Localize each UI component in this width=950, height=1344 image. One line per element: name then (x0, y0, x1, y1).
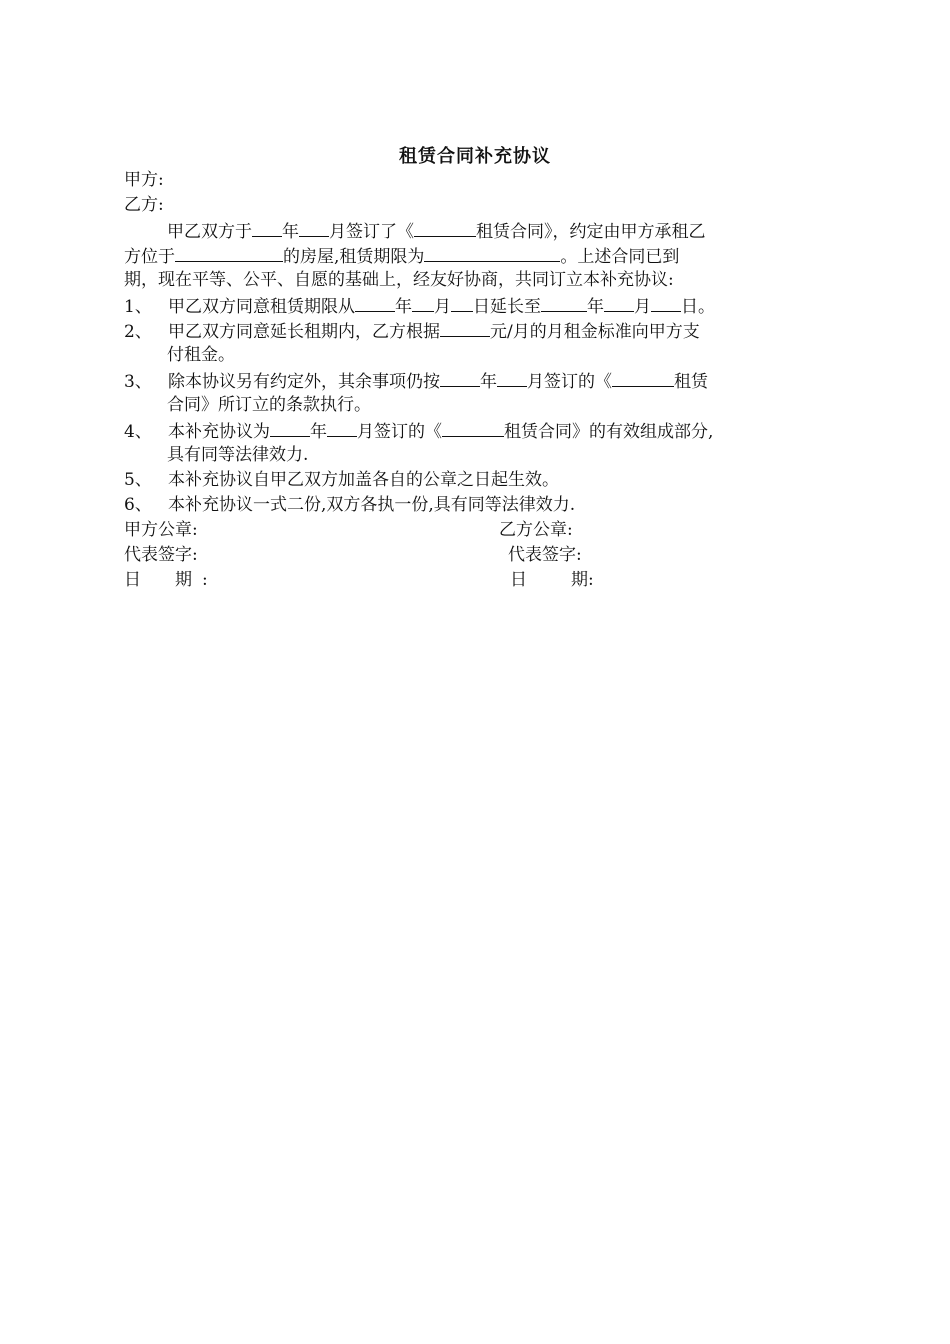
blank-term (424, 243, 560, 262)
clause-3-continued: 合同》所订立的条款执行。 (167, 395, 371, 415)
date-char: 日 (510, 570, 527, 590)
blank-year (541, 293, 587, 312)
clause-text: 甲乙双方同意租赁期限从 (168, 297, 355, 317)
date-colon: : (202, 570, 208, 590)
blank-day (451, 293, 473, 312)
blank-month (604, 293, 634, 312)
preamble-text: 租赁合同》，约定由甲方承租乙 (476, 222, 706, 242)
party-a-date-label (124, 568, 208, 592)
clause-4-continued: 具有同等法律效力. (167, 445, 309, 465)
preamble-line-3: 期，现在平等、公平、自愿的基础上，经友好协商，共同订立本补充协议: (124, 270, 674, 290)
clause-4 (124, 418, 713, 442)
clause-text: 本补充协议为 (168, 422, 270, 442)
clause-text: 本补充协议自甲乙双方加盖各自的公章之日起生效。 (168, 470, 559, 490)
blank-month (327, 418, 357, 437)
preamble-text: 方位于 (124, 247, 175, 267)
blank-year (355, 293, 395, 312)
party-b-label: 乙方: (124, 195, 164, 215)
clause-number: 2、 (124, 322, 152, 342)
preamble-text: 甲乙双方于 (167, 222, 252, 242)
blank-contract-name (612, 368, 674, 387)
preamble-line-1 (167, 218, 706, 242)
date-char: 日 (124, 570, 141, 590)
blank-year (270, 418, 310, 437)
clause-number: 4、 (124, 422, 152, 442)
clause-3 (124, 368, 708, 392)
clause-text: 年 (587, 297, 604, 317)
blank-contract-name (414, 218, 476, 237)
date-char: 期 (175, 570, 192, 590)
party-a-label: 甲方: (124, 170, 164, 190)
clause-text: 年 (310, 422, 327, 442)
clause-text: 月 (434, 297, 451, 317)
clause-text: 月签订的《 (357, 422, 442, 442)
party-b-date-label (510, 568, 594, 592)
preamble-text: 的房屋,租赁期限为 (283, 247, 425, 267)
clause-text: 年 (480, 372, 497, 392)
clause-text: 日。 (681, 297, 715, 317)
clause-text: 月签订的《 (527, 372, 612, 392)
blank-year (440, 368, 480, 387)
blank-rent (440, 318, 490, 337)
blank-month (299, 218, 329, 237)
clause-text: 租赁 (674, 372, 708, 392)
blank-location (175, 243, 283, 262)
preamble-line-2 (124, 243, 679, 267)
clause-text: 年 (395, 297, 412, 317)
clause-number: 3、 (124, 372, 152, 392)
preamble-text: 年 (282, 222, 299, 242)
blank-contract-name (442, 418, 504, 437)
clause-text: 本补充协议一式二份,双方各执一份,具有同等法律效力. (168, 495, 576, 515)
clause-text: 元/月的月租金标准向甲方支 (490, 322, 700, 342)
document-title: 租赁合同补充协议 (399, 146, 551, 167)
clause-number: 1、 (124, 297, 152, 317)
clause-text: 租赁合同》的有效组成部分, (504, 422, 714, 442)
clause-text: 月 (634, 297, 651, 317)
clause-5 (124, 468, 559, 492)
party-b-seal-label: 乙方公章: (499, 520, 573, 540)
clause-number: 6、 (124, 495, 152, 515)
blank-year (252, 218, 282, 237)
blank-month (497, 368, 527, 387)
party-a-rep-label: 代表签字: (124, 545, 198, 565)
clause-2-continued: 付租金。 (167, 345, 235, 365)
clause-number: 5、 (124, 470, 152, 490)
preamble-text: 。上述合同已到 (560, 247, 680, 267)
blank-month (412, 293, 434, 312)
clause-2 (124, 318, 700, 342)
date-char: 期: (571, 570, 594, 590)
clause-text: 除本协议另有约定外，其余事项仍按 (168, 372, 440, 392)
party-b-rep-label: 代表签字: (508, 545, 582, 565)
blank-day (651, 293, 681, 312)
clause-6 (124, 493, 575, 517)
clause-1 (124, 293, 715, 317)
clause-text: 甲乙双方同意延长租期内，乙方根据 (168, 322, 440, 342)
clause-text: 日延长至 (473, 297, 541, 317)
preamble-text: 月签订了《 (329, 222, 414, 242)
party-a-seal-label: 甲方公章: (124, 520, 198, 540)
